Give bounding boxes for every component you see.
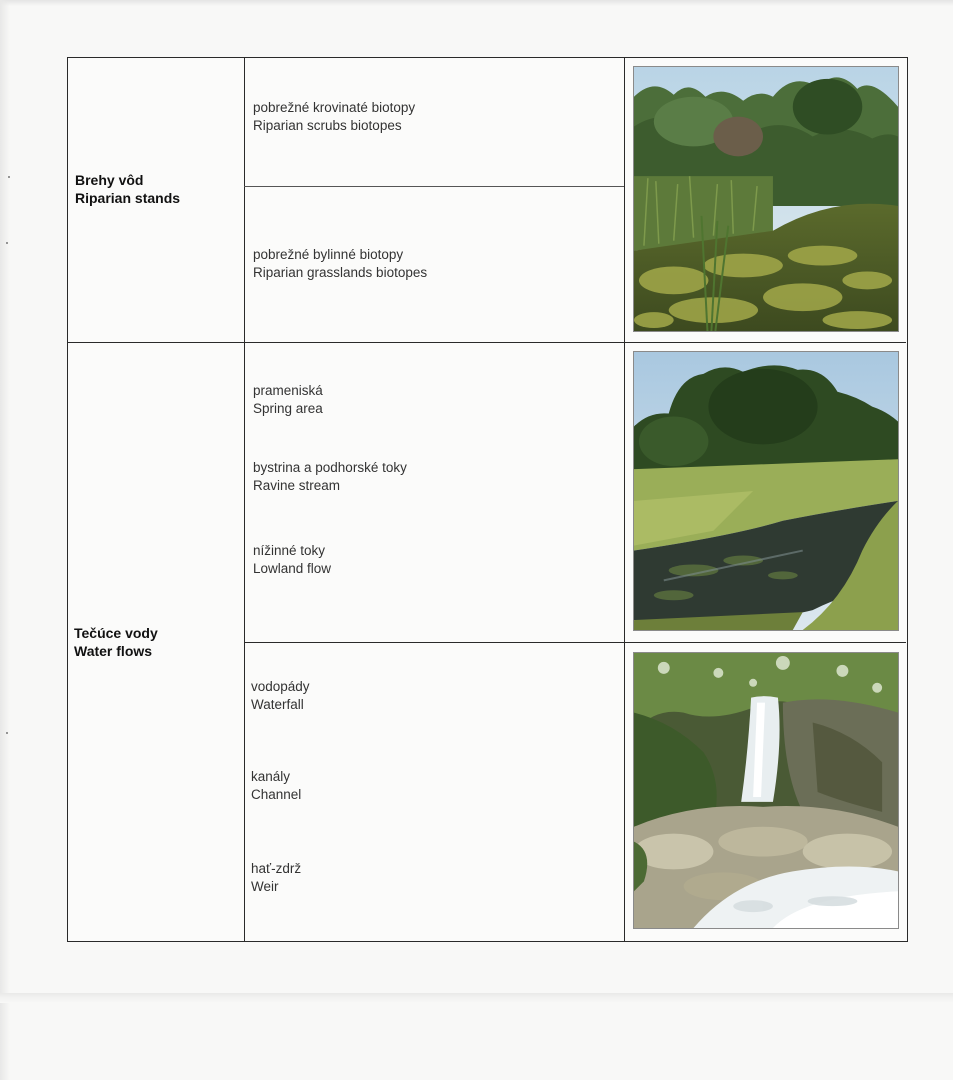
column-divider [624, 58, 625, 941]
list-item [253, 382, 323, 418]
riparian-pond-photo [633, 66, 899, 332]
item-en: Channel [251, 787, 302, 802]
scan-speck [6, 732, 8, 734]
category-water-flows [74, 624, 158, 660]
item-en: Riparian grasslands biotopes [253, 265, 428, 280]
binding-shadow [0, 0, 10, 1080]
list-item [251, 860, 301, 896]
category-sk: Tečúce vody [74, 625, 158, 641]
item-sk: pobrežné bylinné biotopy [253, 247, 404, 262]
item-sk: pobrežné krovinaté biotopy [253, 100, 416, 115]
page-fold [0, 993, 953, 1003]
page-top-edge [0, 0, 953, 6]
item-sk: vodopády [251, 679, 310, 694]
category-en: Riparian stands [75, 190, 181, 206]
lowland-stream-photo [633, 351, 899, 631]
list-item [253, 459, 407, 495]
list-item [251, 678, 310, 714]
item-en: Weir [251, 879, 279, 894]
habitat-table [67, 57, 908, 942]
list-item [253, 99, 415, 135]
category-riparian-stands [75, 171, 180, 207]
group-divider [244, 186, 624, 187]
item-en: Spring area [253, 401, 323, 416]
list-item [253, 542, 331, 578]
item-sk: bystrina a podhorské toky [253, 460, 407, 475]
section-divider [68, 342, 906, 343]
group-divider [244, 642, 906, 643]
column-divider [244, 58, 245, 941]
item-sk: hať-zdrž [251, 861, 302, 876]
scan-speck [6, 242, 8, 244]
item-sk: prameniská [253, 383, 323, 398]
item-sk: nížinné toky [253, 543, 326, 558]
item-en: Ravine stream [253, 478, 341, 493]
item-en: Waterfall [251, 697, 304, 712]
category-en: Water flows [74, 643, 153, 659]
list-item [253, 246, 427, 282]
item-sk: kanály [251, 769, 291, 784]
category-sk: Brehy vôd [75, 172, 144, 188]
waterfall-photo [633, 652, 899, 929]
item-en: Riparian scrubs biotopes [253, 118, 402, 133]
item-en: Lowland flow [253, 561, 332, 576]
scan-speck [8, 176, 10, 178]
list-item [251, 768, 301, 804]
